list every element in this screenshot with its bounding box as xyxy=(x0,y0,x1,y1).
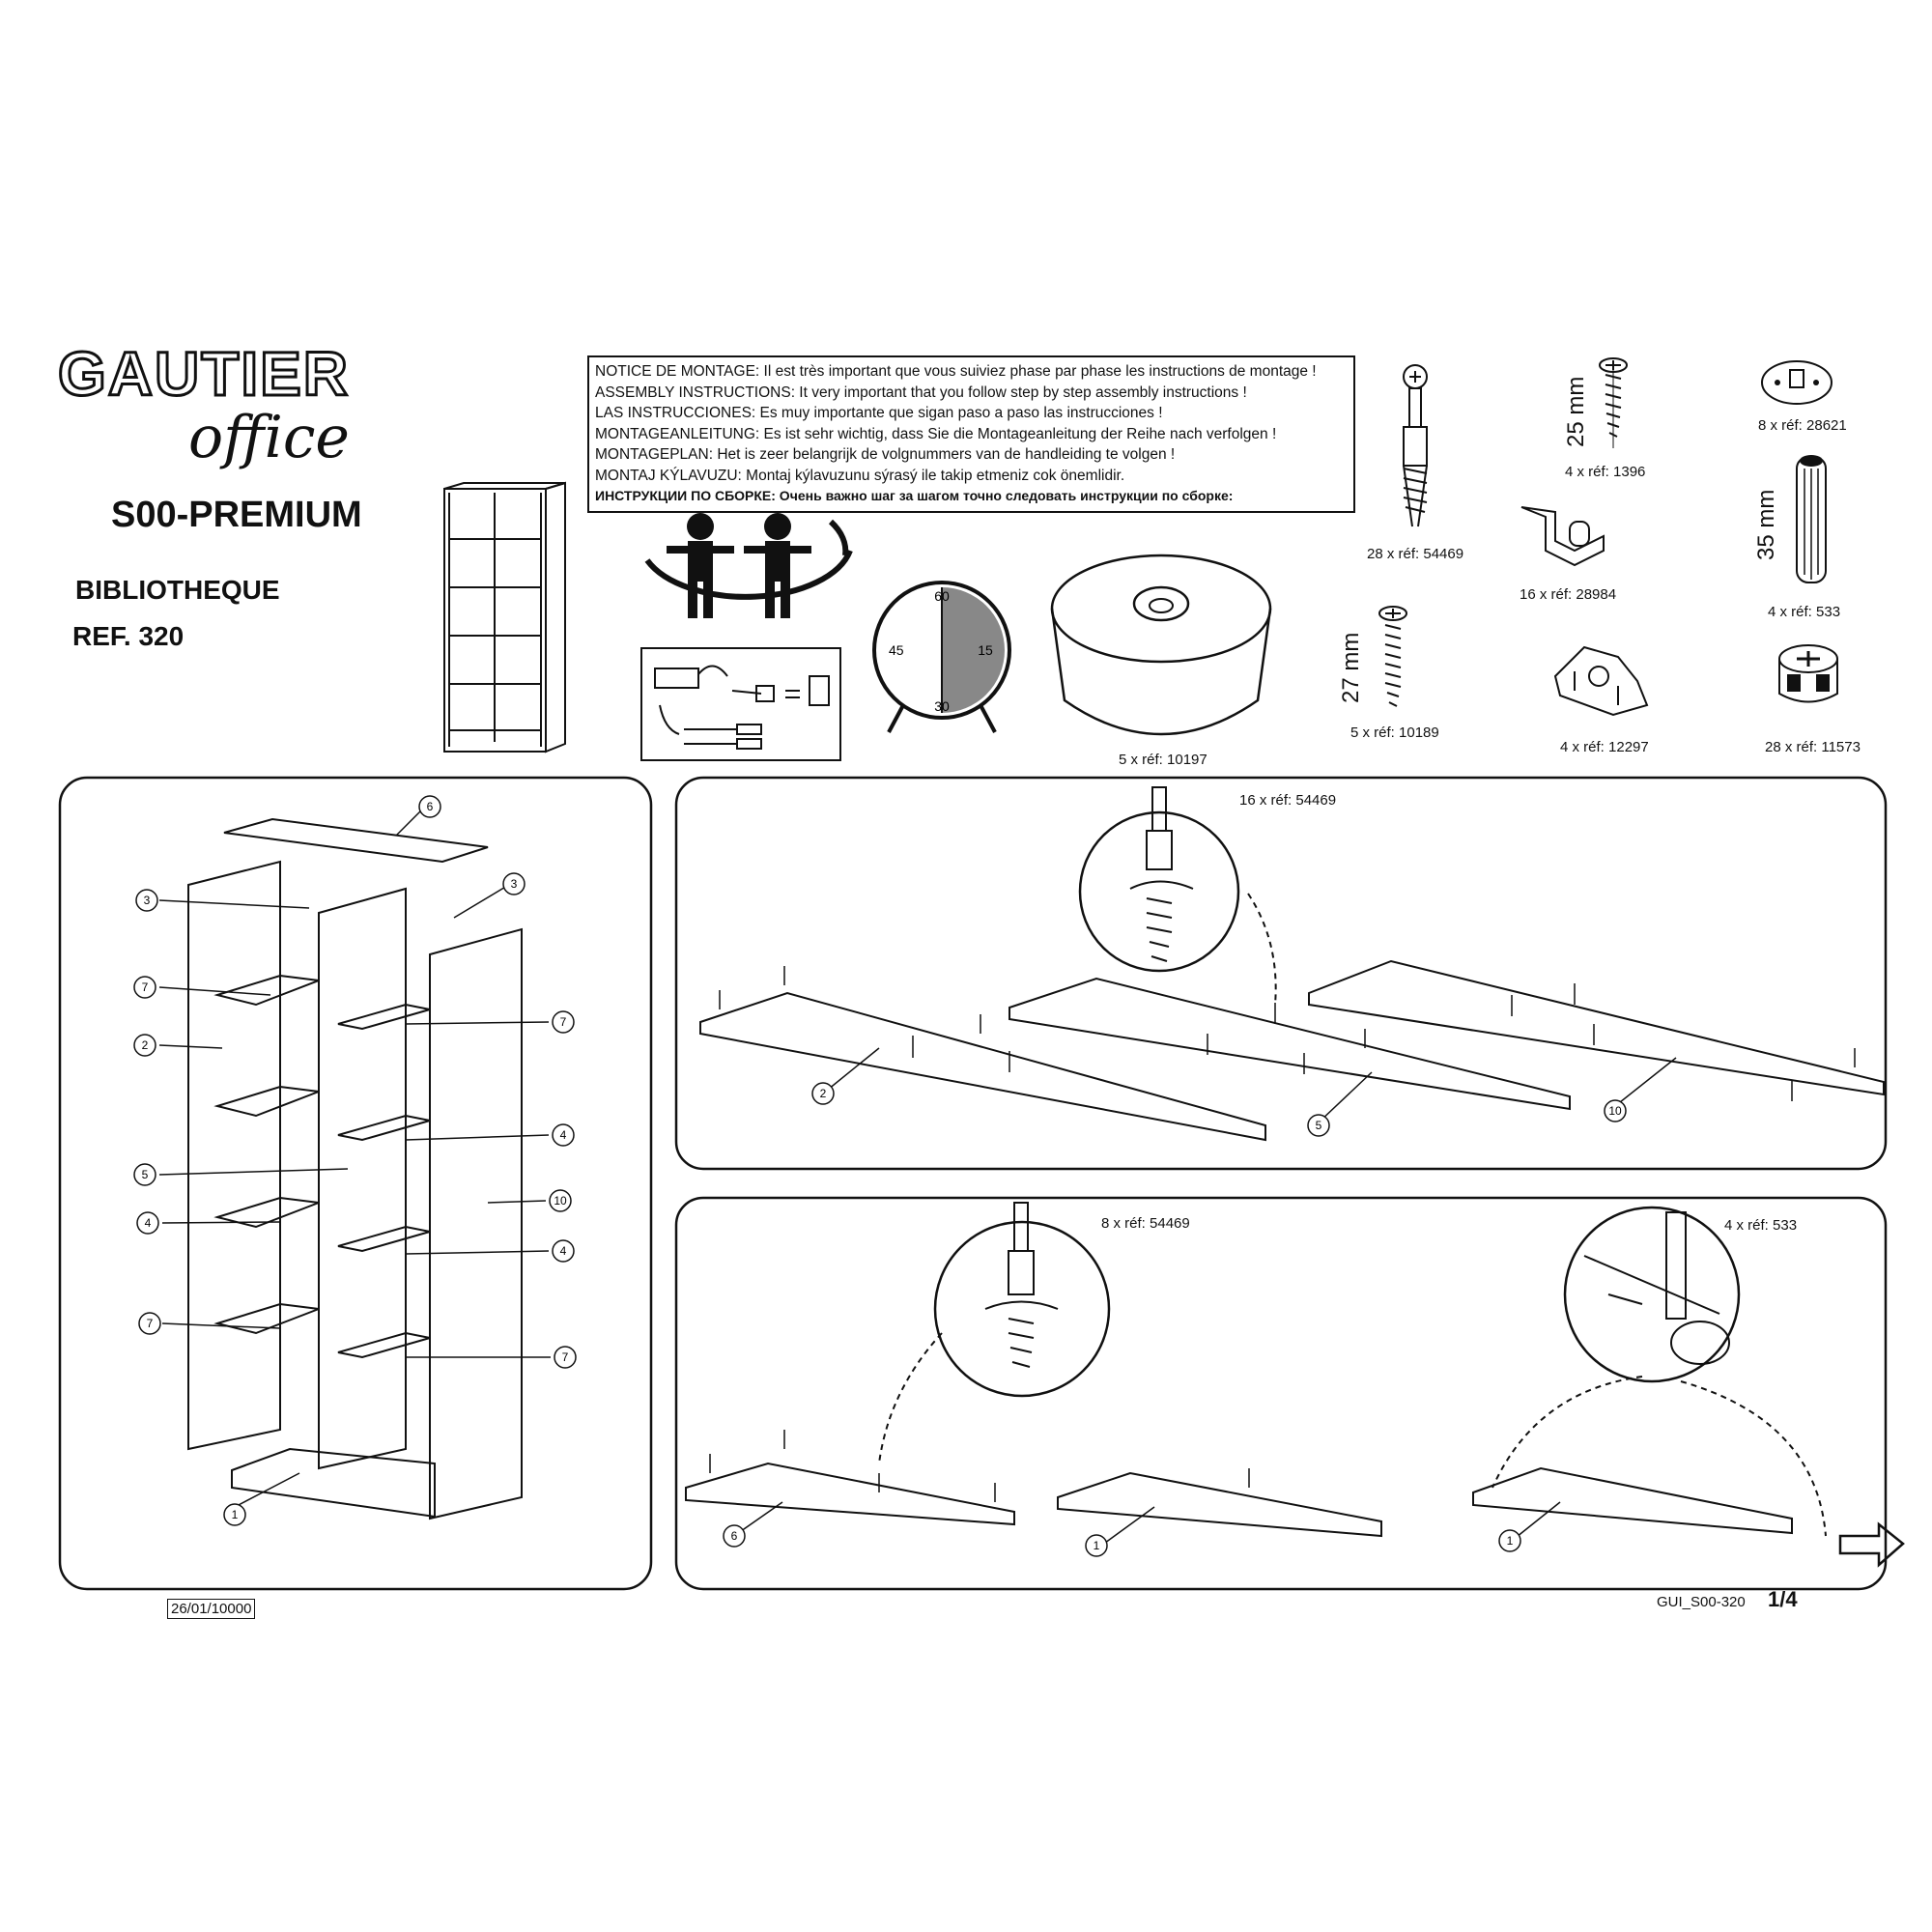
step2-qty-left: 8 x réf: 54469 xyxy=(1101,1215,1190,1232)
exploded-label: 7 xyxy=(559,1015,567,1029)
step1-panel-label: 10 xyxy=(1608,1104,1622,1118)
print-date: 26/01/10000 xyxy=(167,1599,255,1619)
clock-label-left: 45 xyxy=(889,642,904,658)
page-number: 1/4 xyxy=(1768,1587,1798,1611)
brand-subtitle: office xyxy=(188,404,350,471)
step2-detail-circle xyxy=(935,1222,1109,1396)
exploded-label: 4 xyxy=(559,1128,567,1142)
exploded-label: 5 xyxy=(141,1168,149,1181)
clock-label-top: 60 xyxy=(934,588,950,604)
top-panel-6 xyxy=(224,819,488,862)
qty-11573: 28 x réf: 11573 xyxy=(1765,739,1861,755)
qty-28621: 8 x réf: 28621 xyxy=(1758,417,1847,434)
qty-54469: 28 x réf: 54469 xyxy=(1367,546,1464,562)
clock-label-right: 15 xyxy=(978,642,993,658)
qty-533: 4 x réf: 533 xyxy=(1768,604,1841,620)
dim-533: 35 mm xyxy=(1753,489,1779,560)
step1-qty: 16 x réf: 54469 xyxy=(1239,792,1337,809)
exploded-label: 7 xyxy=(561,1350,569,1364)
exploded-label: 2 xyxy=(141,1038,149,1052)
product-ref: REF. 320 xyxy=(72,621,185,651)
side-panel-2 xyxy=(188,862,280,1449)
exploded-label: 4 xyxy=(559,1244,567,1258)
notice-line-en: ASSEMBLY INSTRUCTIONS: It very important that you follow step by step assembly instructions ! xyxy=(595,384,1247,401)
divider-panel-5 xyxy=(319,889,406,1468)
qty-1396: 4 x réf: 1396 xyxy=(1565,464,1646,480)
notice-line-de: MONTAGEANLEITUNG: Es ist sehr wichtig, dass Sie die Montageanleitung der Reihe nach verfolgen ! xyxy=(595,425,1277,442)
exploded-label: 7 xyxy=(146,1317,154,1330)
exploded-label: 7 xyxy=(141,980,149,994)
exploded-label: 4 xyxy=(144,1216,152,1230)
step1-detail-circle xyxy=(1080,812,1238,971)
side-panel-10 xyxy=(430,929,522,1519)
exploded-label: 1 xyxy=(231,1508,239,1521)
step2-qty-right: 4 x réf: 533 xyxy=(1724,1217,1798,1234)
document-ref: GUI_S00-320 xyxy=(1657,1594,1746,1610)
notice-line-tr: MONTAJ KÝLAVUZU: Montaj kýlavuzunu sýrasý ile takip etmeniz cok önemlidir. xyxy=(595,467,1125,484)
step1-panel-label: 2 xyxy=(819,1087,827,1100)
step2-dowel-detail-circle xyxy=(1565,1208,1739,1381)
product-model: S00-PREMIUM xyxy=(111,495,362,535)
brand-logo: GAUTIER xyxy=(58,339,350,409)
step1-frame xyxy=(676,778,1886,1169)
qty-10197: 5 x réf: 10197 xyxy=(1119,752,1208,768)
notice-line-ru: ИНСТРУКЦИИ ПО СБОРКЕ: Очень важно шаг за шагом точно следовать инструкции по сборке: xyxy=(595,488,1234,503)
clock-label-bottom: 30 xyxy=(934,698,950,714)
dim-1396: 25 mm xyxy=(1563,376,1589,447)
notice-line-es: LAS INSTRUCCIONES: Es muy importante que sigan paso a paso las instrucciones ! xyxy=(595,405,1163,421)
notice-line-fr: NOTICE DE MONTAGE: Il est très important que vous suiviez phase par phase les instructions de montage ! xyxy=(595,363,1317,380)
bottom-panel-1 xyxy=(232,1449,435,1517)
qty-10189: 5 x réf: 10189 xyxy=(1350,724,1439,741)
exploded-label: 6 xyxy=(426,800,434,813)
step2-panel-label: 6 xyxy=(730,1529,738,1543)
exploded-label: 3 xyxy=(510,877,518,891)
exploded-label: 3 xyxy=(143,894,151,907)
step2-panel-label: 1 xyxy=(1093,1539,1100,1552)
qty-28984: 16 x réf: 28984 xyxy=(1520,586,1617,603)
step2-panel-label: 1 xyxy=(1506,1534,1514,1548)
step1-panel-label: 5 xyxy=(1315,1119,1322,1132)
product-name: BIBLIOTHEQUE xyxy=(75,575,280,605)
notice-line-nl: MONTAGEPLAN: Het is zeer belangrijk de volgnummers van de handleiding te volgen ! xyxy=(595,446,1176,463)
qty-12297: 4 x réf: 12297 xyxy=(1560,739,1649,755)
dim-10189: 27 mm xyxy=(1338,632,1364,703)
exploded-label: 10 xyxy=(554,1194,567,1208)
